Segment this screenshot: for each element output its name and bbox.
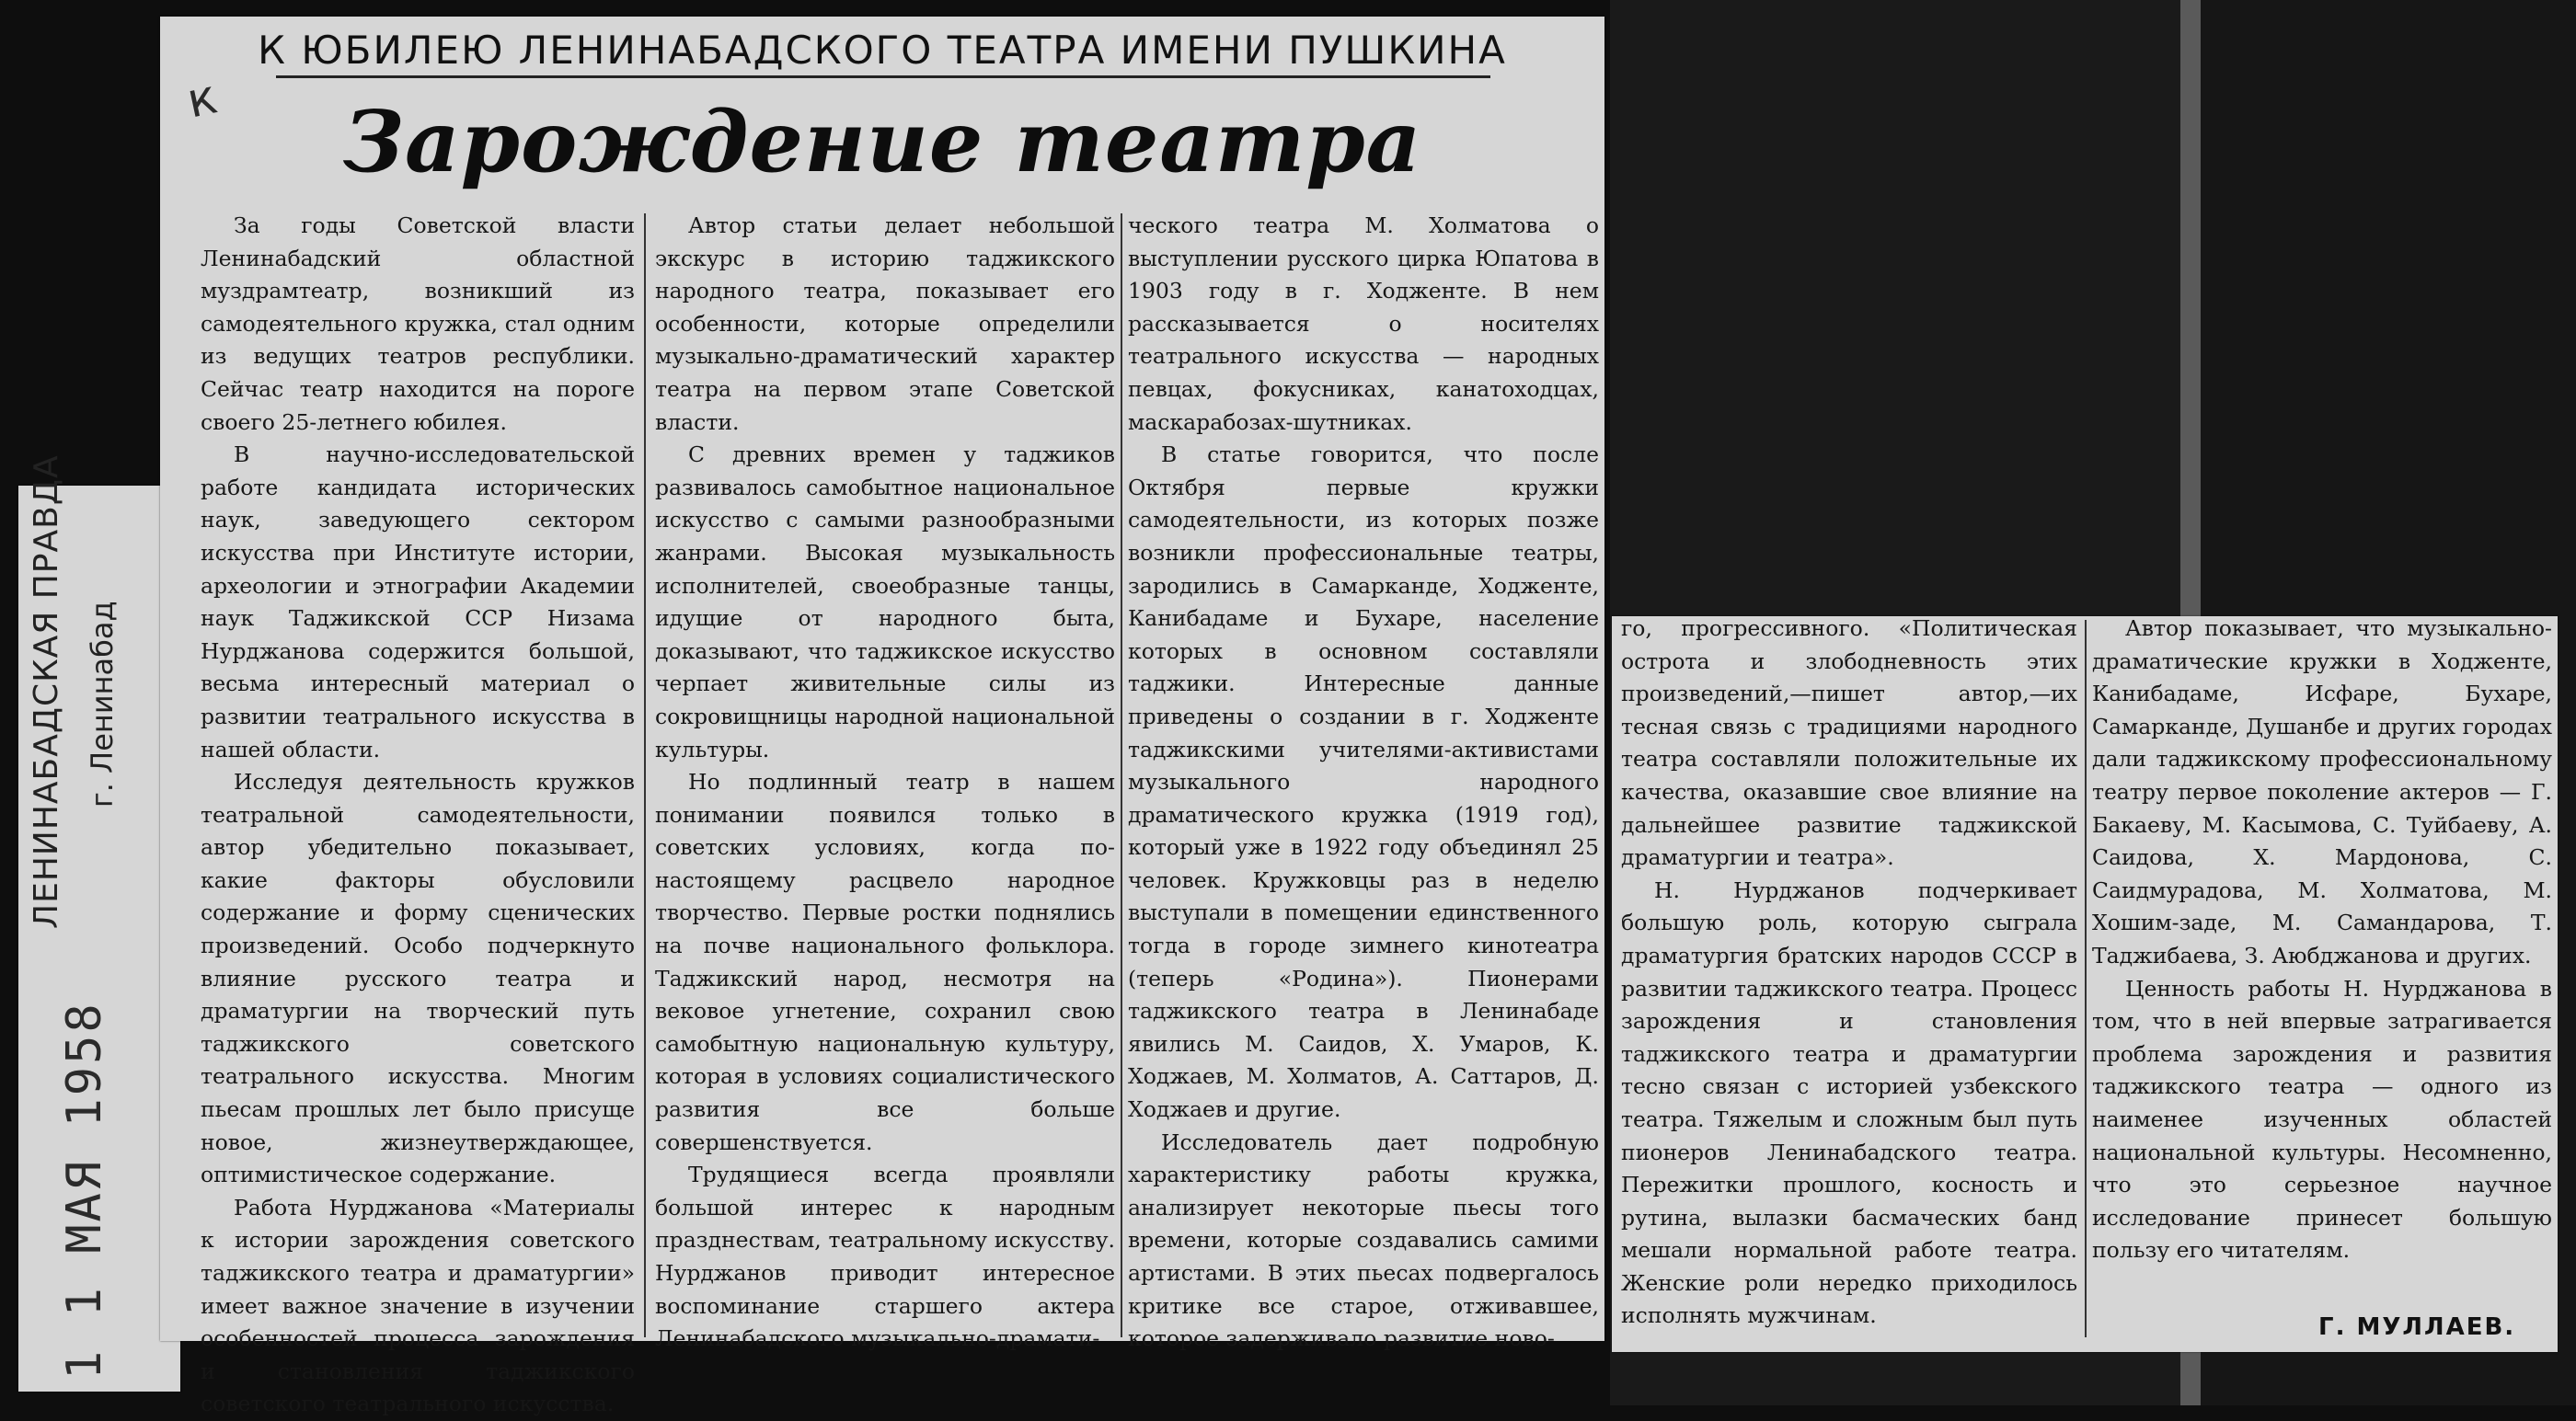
column-divider (1121, 213, 1122, 1337)
date-stamp: 1 1 МАЯ 1958 (57, 1001, 112, 1380)
paragraph: Автор статьи делает небольшой экскурс в историю таджикского народного театра, показывает его особенности, которые определили музыкально-драматический характер театра на первом этапе Советской власти. (655, 212, 1115, 435)
column-divider (2085, 620, 2087, 1337)
article-column-5 (2092, 613, 2552, 1267)
pencil-mark: к (182, 69, 223, 130)
heading-underline (276, 75, 1490, 78)
article-column-3 (1128, 210, 1599, 1356)
newspaper-name: ЛЕНИНАБАДСКАЯ ПРАВДА (28, 454, 65, 929)
article-title: Зарождение театра (342, 92, 1422, 191)
paragraph: го, прогрессивного. «Политическая острота и злободневность этих произведений,—пишет автор,—их тесная связь с традициями народного театра составляли положительные их качества, оказавшие свое влияние на дальнейшее развитие таджикской драматургии и театра». (1621, 615, 2077, 871)
paragraph: Автор показывает, что музыкально-драматические кружки в Ходженте, Канибадаме, Исфаре, Бухаре, Самарканде, Душанбе и других городах дали таджикскому профессиональному театру первое поколение актеров — Г. Бакаеву, М. Касымова, С. Туйбаеву, А. Саидова, Х. Мардонова, С. Саидмурадова, М. Холматова, М. Хошим-заде, М. Самандарова, Т. Таджибаева, З. Аюбджанова и других. (2092, 615, 2552, 968)
paragraph: Исследуя деятельность кружков театральной самодеятельности, автор убедительно показывает, какие факторы обусловили содержание и форму сценических произведений. Особо подчеркнуто влияние русского театра и драматургии на творческий путь таджикского советского театрального искусства. Многим пьесам прошлых лет было присуще новое, жизнеутверждающее, оптимистическое содержание. (201, 769, 635, 1188)
paragraph: Работа Нурджанова «Материалы к истории зарождения советского таджикского театра и драматургии» имеет важное значение в изучении особенностей процесса зарождения и становления таджикского советского театрального искусства. (201, 1194, 635, 1417)
column-divider (644, 213, 646, 1337)
article-column-1 (201, 210, 635, 1421)
paragraph: В научно-исследовательской работе кандидата исторических наук, заведующего сектором искусства при Институте истории, археологии и этнографии Академии наук Таджикской ССР Низама Нурджанова содержится большой, весьма интересный материал о развитии театрального искусства в нашей области. (201, 441, 635, 762)
author-signature: Г. МУЛЛАЕВ. (2318, 1313, 2516, 1341)
paragraph: За годы Советской власти Ленинабадский областной муздрамтеатр, возникший из самодеятельного кружка, стал одним из ведущих театров республики. Сейчас театр находится на пороге своего 25-летнего юбилея. (201, 212, 635, 435)
paragraph: Н. Нурджанов подчеркивает большую роль, которую сыграла драматургия братских народов СССР в развитии таджикского театра. Процесс зарождения и становления таджикского театра и драматургии тесно связан с историей узбекского театра. Тяжелым и сложным был путь пионеров Ленинабадского театра. Пережитки прошлого, косность и рутина, вылазки басмаческих банд мешали нормальной работе театра. Женские роли нередко приходилось исполнять мужчинам. (1621, 877, 2077, 1329)
newspaper-city: г. Ленинабад (85, 601, 120, 808)
article-column-2 (655, 210, 1115, 1356)
paragraph: Ценность работы Н. Нурджанова в том, что в ней впервые затрагивается проблема зарождения и развития таджикского театра — одного из наименее изученных областей национальной культуры. Несомненно, что это серьезное научное исследование принесет большую пользу его читателям. (2092, 975, 2552, 1264)
article-heading: К ЮБИЛЕЮ ЛЕНИНАБАДСКОГО ТЕАТРА ИМЕНИ ПУШКИНА (258, 28, 1507, 73)
paragraph: Исследователь дает подробную характеристику работы кружка, анализирует некоторые пьесы того времени, которые создавались самими артистами. В этих пьесах подвергалось критике все старое, отживавшее, которое задерживало развитие ново- (1128, 1129, 1599, 1352)
paragraph: Трудящиеся всегда проявляли большой интерес к народным празднествам, театральному искусству. Нурджанов приводит интересное воспоминание старшего актера Ленинабадского музыкально-драмати- (655, 1162, 1115, 1352)
article-column-4 (1621, 613, 2077, 1333)
paragraph: Но подлинный театр в нашем понимании появился только в советских условиях, когда по-настоящему расцвело народное творчество. Первые ростки поднялись на почве национального фольклора. Таджикский народ, несмотря на вековое угнетение, сохранил свою самобытную национальную культуру, которая в условиях социалистического развития все больше совершенствуется. (655, 769, 1115, 1155)
paragraph: ческого театра М. Холматова о выступлении русского цирка Юпатова в 1903 году в г. Ходженте. В нем рассказывается о носителях театрального искусства — народных певцах, фокусниках, канатоходцах, маскарабозах-шутниках. (1128, 212, 1599, 435)
paragraph: С древних времен у таджиков развивалось самобытное национальное искусство с самыми разнообразными жанрами. Высокая музыкальность исполнителей, своеобразные танцы, идущие от народного быта, доказывают, что таджикское искусство черпает живительные силы из сокровищницы народной национальной культуры. (655, 441, 1115, 762)
paragraph: В статье говорится, что после Октября первые кружки самодеятельности, из которых позже возникли профессиональные театры, зародились в Самарканде, Ходженте, Канибадаме и Бухаре, население которых в основном составляли таджики. Интересные данные приведены о создании в г. Ходженте таджикскими учителями-активистами музыкального народного драматического кружка (1919 год), который уже в 1922 году объединял 25 человек. Кружковцы раз в неделю выступали в помещении единственного тогда в городе зимнего кинотеатра (теперь «Родина»). Пионерами таджикского театра в Ленинабаде явились М. Саидов, Х. Умаров, К. Ходжаев, М. Холматов, А. Саттаров, Д. Ходжаев и другие. (1128, 441, 1599, 1123)
